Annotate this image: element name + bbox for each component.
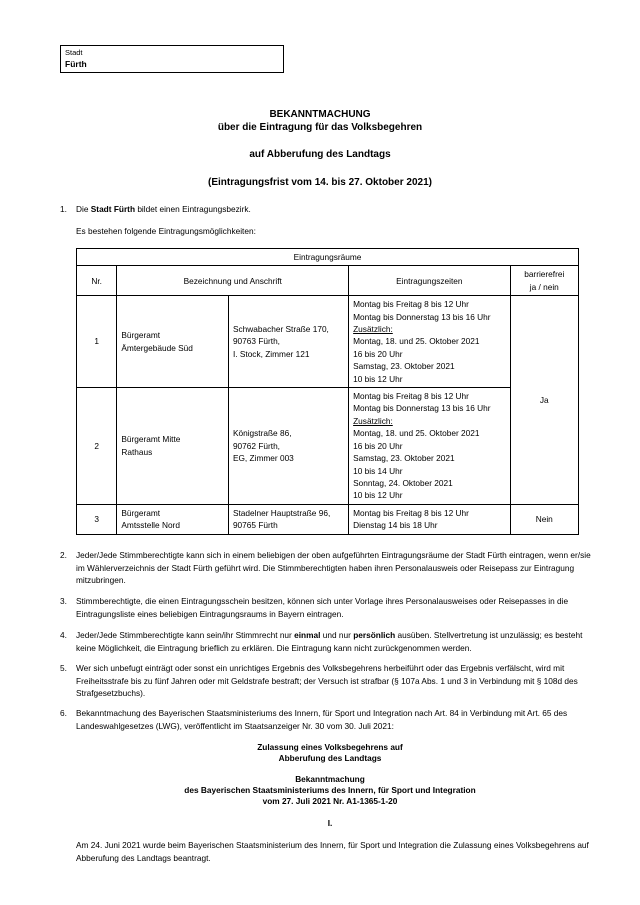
time-line: Dienstag 14 bis 18 Uhr [353,520,438,531]
item-1-subtext: Es bestehen folgende Eintragungsmöglichkeiten: [76,226,256,236]
time-line: 16 bis 20 Uhr [353,440,403,451]
opening-times [349,504,510,534]
item-3-text: Stimmberechtigte, die einen Eintragungsschein besitzen, können sich unter Vorlage ihres Personalausweises oder Reisepasses in die Eintragungsliste eines beliebigen Eintragungsraums in Bayern eintragen. [76,596,569,619]
item-1-text-pre: Die [76,204,91,214]
time-line: 10 bis 14 Uhr [353,465,403,476]
municipality-name: Fürth [65,59,87,69]
opening-times [349,388,510,505]
municipality-box [60,45,284,73]
time-line: Montag bis Donnerstag 13 bis 16 Uhr [353,311,491,322]
header-times: Eintragungszeiten [349,266,510,296]
notice-title: Bekanntmachung [295,774,365,784]
item-1-text-bold: Stadt Fürth [90,204,136,214]
time-line: 10 bis 12 Uhr [353,490,403,501]
item-1-text-post: bildet einen Eintragungsbezirk. [135,204,251,214]
time-line: 16 bis 20 Uhr [353,348,403,359]
item-1-number: 1. [60,204,67,214]
room-name-line: Bürgeramt [121,330,161,341]
room-address [228,296,348,388]
notice-ministry: des Bayerischen Staatsministeriums des Innern, für Sport und Integration [184,785,476,795]
municipality-label: Stadt [65,48,83,57]
item-4-bold-personal: persönlich [353,630,396,640]
item-5-number: 5. [60,663,67,673]
document-title: BEKANNTMACHUNG [269,109,371,120]
item-4-text-part: Jeder/Jede Stimmberechtigte kann sein/ihr Stimmrecht nur [76,630,295,640]
item-6-text: Bekanntmachung des Bayerischen Staatsministeriums des Innern, für Sport und Integration nach Art. 84 in Verbindung mit Art. 65 des Landeswahlgesetzes (LWG), veröffentlicht im Staatsanzeiger Nr. 30 vom 30. Juli 2021: [76,708,568,731]
time-line: Montag, 18. und 25. Oktober 2021 [353,428,480,439]
table-row [77,388,579,505]
registration-rooms-table [76,248,579,535]
time-line: Samstag, 23. Oktober 2021 [353,453,455,464]
item-3-number: 3. [60,596,67,606]
opening-times [349,296,510,388]
document-subject: auf Abberufung des Landtags [249,149,391,160]
room-name-line: Bürgeramt Mitte [121,434,181,445]
accessible-value: Ja [510,296,578,505]
address-line: Schwabacher Straße 170, [232,324,329,335]
address-line: 90765 Fürth [232,520,278,531]
room-name [117,388,229,505]
item-4-bold-once: einmal [294,630,321,640]
item-2-number: 2. [60,550,67,560]
address-line: I. Stock, Zimmer 121 [232,348,310,359]
time-line: 10 bis 12 Uhr [353,373,403,384]
item-4-text-part: ausüben. Stellvertretung ist unzulässig; es besteht keine Möglichkeit, die Eintragung brieflich zu erklären. Die Eintragung kann nicht zurückgenommen werden. [76,630,583,653]
registration-period: (Eintragungsfrist vom 14. bis 27. Oktober 2021) [208,177,432,188]
address-line: 90763 Fürth, [232,336,280,347]
document-subtitle: über die Eintragung für das Volksbegehren [217,122,423,133]
time-line: Montag bis Donnerstag 13 bis 16 Uhr [353,403,491,414]
row-number: 1 [77,296,117,388]
time-line: Montag bis Freitag 8 bis 12 Uhr [353,299,469,310]
item-6-number: 6. [60,708,67,718]
room-address [228,388,348,505]
header-accessible-line2: ja / nein [529,281,559,292]
table-caption: Eintragungsräume [77,249,579,266]
item-1-text [76,203,596,216]
table-row [77,296,579,388]
final-paragraph: Am 24. Juni 2021 wurde beim Bayerischen Staatsministerium des Innern, für Sport und Integration die Zulassung eines Volksbegehrens auf Abberufung des Landtags beantragt. [76,840,589,863]
additional-label: Zusätzlich: [353,324,393,335]
address-line: EG, Zimmer 003 [232,453,294,464]
address-line: Königstraße 86, [232,428,292,439]
admission-title-line2: Abberufung des Landtags [278,753,382,763]
room-name-line: Bürgeramt [121,507,161,518]
section-number: I. [327,818,333,828]
additional-label: Zusätzlich: [353,415,393,426]
address-line: Stadelner Hauptstraße 96, [232,507,331,518]
item-4-number: 4. [60,630,67,640]
row-number: 2 [77,388,117,505]
time-line: Sonntag, 24. Oktober 2021 [353,477,453,488]
address-line: 90762 Fürth, [232,440,280,451]
time-line: Samstag, 23. Oktober 2021 [353,361,455,372]
room-address [228,504,348,534]
item-4-text-part: und nur [320,630,354,640]
header-nr: Nr. [77,266,117,296]
room-name [117,296,229,388]
room-name-line: Ämtergebäude Süd [121,342,193,353]
room-name-line: Rathaus [121,446,153,457]
header-accessible [510,266,578,296]
accessible-value: Nein [510,504,578,534]
room-name-line: Amtsstelle Nord [121,520,180,531]
item-5-text: Wer sich unbefugt einträgt oder sonst ein unrichtiges Ergebnis des Volksbegehrens herbeiführt oder das Ergebnis verfälscht, wird mit Freiheitsstrafe bis zu fünf Jahren oder mit Geldstrafe bestraft; der Versuch ist strafbar (§ 107a Abs. 1 und 3 in Verbindung mit § 108d des Strafgesetzbuchs). [76,663,578,698]
time-line: Montag bis Freitag 8 bis 12 Uhr [353,507,469,518]
header-accessible-line1: barrierefrei [524,269,565,280]
item-2-text: Jeder/Jede Stimmberechtigte kann sich in einem beliebigen der oben aufgeführten Eintragungsräume der Stadt Fürth eintragen, wenn er/sie im Wählerverzeichnis der Stadt Fürth geführt wird. Die Stimmberechtigten haben ihren Personalausweis oder Reisepass zur Eintragung mitzubringen. [76,550,591,585]
notice-reference: vom 27. Juli 2021 Nr. A1-1365-1-20 [262,796,398,806]
table-header-row [77,266,579,296]
time-line: Montag, 18. und 25. Oktober 2021 [353,336,480,347]
room-name [117,504,229,534]
time-line: Montag bis Freitag 8 bis 12 Uhr [353,391,469,402]
item-4-text [76,629,598,654]
admission-title-line1: Zulassung eines Volksbegehrens auf [257,742,403,752]
header-name-address: Bezeichnung und Anschrift [117,266,349,296]
row-number: 3 [77,504,117,534]
table-row [77,504,579,534]
